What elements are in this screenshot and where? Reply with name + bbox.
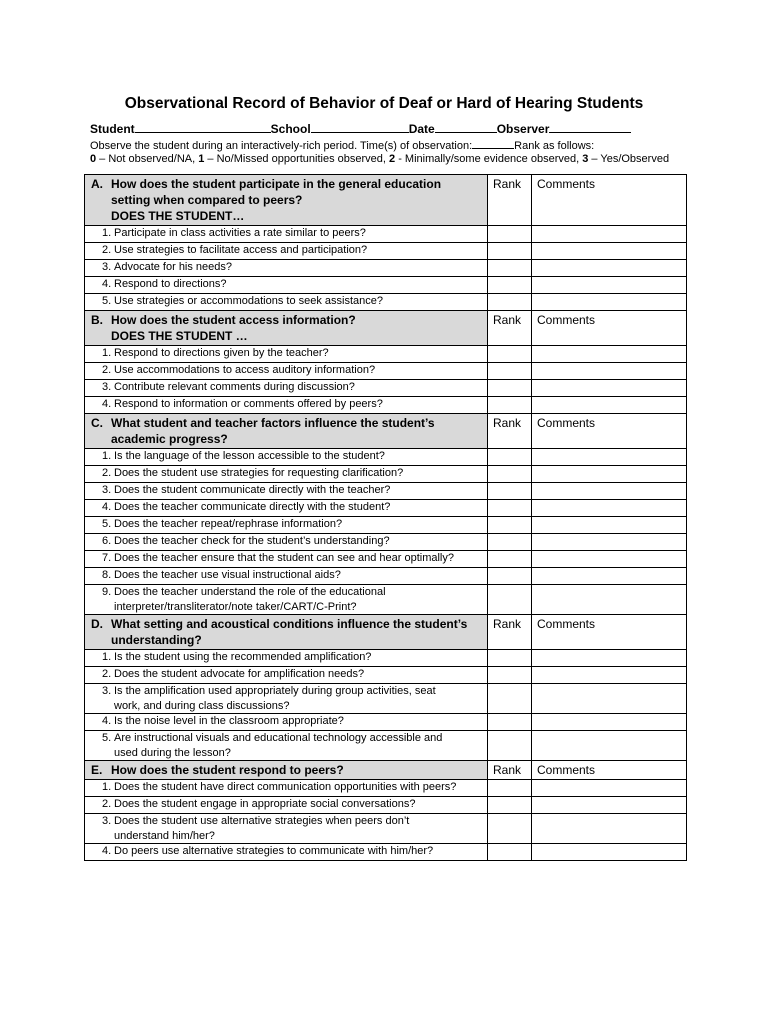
item-number: 8. [102,569,112,581]
rank-cell[interactable] [488,277,532,294]
rank-cell[interactable] [488,363,532,380]
table-row [85,684,687,714]
item-text: Does the teacher repeat/rephrase information? [114,518,343,530]
table-row [85,449,687,466]
section-question-line: What setting and acoustical conditions influence the student’s [111,617,468,631]
comments-cell[interactable] [532,260,687,277]
rank-cell[interactable] [488,814,532,844]
table-row [85,483,687,500]
section-question-line: DOES THE STUDENT… [111,209,245,223]
item-number: 2. [102,244,112,256]
item-text: Are instructional visuals and educational technology accessible and [114,732,443,744]
observation-table [84,174,687,861]
section-question-line: What student and teacher factors influence the student’s [111,416,435,430]
table-row [85,500,687,517]
item-number: 2. [102,467,112,479]
rank-header: Rank [488,311,532,346]
rank-cell[interactable] [488,226,532,243]
comments-cell[interactable] [532,363,687,380]
instructions-text: Observe the student during an interactively-rich period. Time(s) of observation: [90,140,473,152]
comments-cell[interactable] [532,814,687,844]
item-text: work, and during class discussions? [114,699,290,712]
scale-3-key: 3 [582,153,589,165]
school-blank [311,121,409,133]
table-row [85,844,687,861]
item-question [85,667,488,684]
item-text: Respond to directions given by the teacher? [114,347,329,359]
table-row [85,714,687,731]
item-question [85,449,488,466]
table-row [85,551,687,568]
table-row [85,294,687,311]
table-row [85,277,687,294]
item-text: Does the teacher ensure that the student can see and hear optimally? [114,552,454,564]
item-question [85,397,488,414]
item-number: 1. [102,781,112,793]
item-number: 1. [102,450,112,462]
comments-header: Comments [532,311,687,346]
scale-0-key: 0 [90,153,97,165]
item-number: 4. [102,398,112,410]
comments-cell[interactable] [532,844,687,861]
item-text: Does the teacher understand the role of the educational [114,586,386,598]
comments-cell[interactable] [532,714,687,731]
scale-2-key: 2 [389,153,396,165]
section-header [85,615,687,650]
rank-cell[interactable] [488,667,532,684]
item-text: Advocate for his needs? [114,261,233,273]
item-question [85,517,488,534]
item-number: 4. [102,845,112,857]
scale-3-text: – Yes/Observed [588,153,670,165]
table-row [85,243,687,260]
scale-0-text: – Not observed/NA, [96,153,199,165]
item-text: Do peers use alternative strategies to communicate with him/her? [114,845,434,857]
item-number: 4. [102,715,112,727]
table-row [85,226,687,243]
item-text: Contribute relevant comments during discussion? [114,381,355,393]
table-row [85,346,687,363]
rank-cell[interactable] [488,243,532,260]
rank-cell[interactable] [488,483,532,500]
item-number: 5. [102,732,112,744]
item-question [85,363,488,380]
item-text: Does the student use alternative strategies when peers don’t [114,815,410,827]
item-number: 3. [102,815,112,827]
item-text: Use strategies or accommodations to seek assistance? [114,295,384,307]
rank-cell[interactable] [488,397,532,414]
comments-cell[interactable] [532,780,687,797]
comments-cell[interactable] [532,226,687,243]
table-row [85,260,687,277]
student-blank [135,121,271,133]
item-question [85,814,488,844]
item-number: 7. [102,552,112,564]
item-question [85,844,488,861]
rank-cell[interactable] [488,714,532,731]
item-question [85,534,488,551]
comments-cell[interactable] [532,650,687,667]
section-question-line: setting when compared to peers? [111,193,303,207]
time-blank [472,138,514,149]
table-row [85,397,687,414]
comments-cell[interactable] [532,585,687,615]
table-row [85,534,687,551]
rank-cell[interactable] [488,466,532,483]
section-header [85,311,687,346]
comments-cell[interactable] [532,500,687,517]
item-text: used during the lesson? [114,746,231,759]
comments-cell[interactable] [532,684,687,714]
rank-scale [90,153,669,165]
item-number: 4. [102,278,112,290]
rank-cell[interactable] [488,449,532,466]
comments-cell[interactable] [532,277,687,294]
item-number: 3. [102,484,112,496]
item-number: 2. [102,668,112,680]
item-number: 5. [102,518,112,530]
comments-cell[interactable] [532,294,687,311]
rank-cell[interactable] [488,731,532,761]
rank-cell[interactable] [488,684,532,714]
rank-cell[interactable] [488,844,532,861]
rank-cell[interactable] [488,517,532,534]
item-text: Does the student have direct communication opportunities with peers? [114,781,457,793]
rank-cell[interactable] [488,780,532,797]
comments-cell[interactable] [532,449,687,466]
section-header [85,761,687,780]
item-text: Does the teacher communicate directly with the student? [114,501,391,513]
rank-cell[interactable] [488,551,532,568]
item-text: Is the language of the lesson accessible to the student? [114,450,385,462]
student-label: Student [90,122,135,136]
rank-cell[interactable] [488,650,532,667]
item-number: 3. [102,381,112,393]
table-row [85,667,687,684]
item-number: 1. [102,651,112,663]
section-question [85,414,488,449]
date-blank [435,121,497,133]
rank-cell[interactable] [488,294,532,311]
table-row [85,814,687,844]
item-text: Does the teacher check for the student’s understanding? [114,535,390,547]
comments-cell[interactable] [532,380,687,397]
item-question [85,714,488,731]
item-question [85,243,488,260]
observer-label: Observer [496,122,550,136]
item-text: Does the student engage in appropriate social conversations? [114,798,416,810]
item-number: 6. [102,535,112,547]
table-row [85,517,687,534]
section-question-line: academic progress? [111,432,228,446]
section-header [85,414,687,449]
rank-header: Rank [488,615,532,650]
section-letter: C. [91,416,103,430]
section-question-line: How does the student participate in the general education [111,177,442,191]
item-question [85,380,488,397]
scale-2-text: - Minimally/some evidence observed, [395,153,583,165]
section-letter: D. [91,617,103,631]
comments-cell[interactable] [532,568,687,585]
item-question [85,650,488,667]
item-number: 5. [102,295,112,307]
section-question [85,615,488,650]
rank-cell[interactable] [488,380,532,397]
comments-cell[interactable] [532,551,687,568]
comments-cell[interactable] [532,466,687,483]
item-number: 2. [102,798,112,810]
item-number: 1. [102,347,112,359]
item-question [85,346,488,363]
section-header [85,175,687,226]
item-question [85,277,488,294]
item-text: Does the student advocate for amplification needs? [114,668,365,680]
section-question [85,175,488,226]
table-row [85,731,687,761]
observer-blank [549,121,631,133]
item-question [85,780,488,797]
item-number: 9. [102,586,112,598]
item-text: Is the student using the recommended amplification? [114,651,372,663]
item-text: Does the student communicate directly with the teacher? [114,484,391,496]
table-row [85,380,687,397]
comments-cell[interactable] [532,731,687,761]
comments-header: Comments [532,175,687,226]
rank-cell[interactable] [488,534,532,551]
rank-header: Rank [488,761,532,780]
item-question [85,483,488,500]
section-letter: E. [91,763,103,777]
table-row [85,568,687,585]
rank-cell[interactable] [488,797,532,814]
item-question [85,731,488,761]
comments-cell[interactable] [532,397,687,414]
item-text: understand him/her? [114,829,215,842]
item-question [85,466,488,483]
rank-as-follows: Rank as follows: [514,140,595,152]
rank-cell[interactable] [488,346,532,363]
scale-1-key: 1 [198,153,205,165]
rank-cell[interactable] [488,568,532,585]
item-question [85,797,488,814]
section-question-line: How does the student access information? [111,313,356,327]
comments-cell[interactable] [532,797,687,814]
item-text: Participate in class activities a rate similar to peers? [114,227,366,239]
item-question [85,684,488,714]
item-text: Use accommodations to access auditory information? [114,364,376,376]
table-row [85,585,687,615]
item-question [85,551,488,568]
section-question-line: How does the student respond to peers? [111,763,344,777]
item-number: 1. [102,227,112,239]
item-text: Does the student use strategies for requesting clarification? [114,467,404,479]
date-label: Date [408,122,435,136]
item-text: Use strategies to facilitate access and participation? [114,244,368,256]
section-letter: B. [91,313,103,327]
rank-cell[interactable] [488,500,532,517]
header-fields [90,121,631,136]
item-number: 3. [102,261,112,273]
page-title: Observational Record of Behavior of Deaf or Hard of Hearing Students [124,95,644,112]
item-number: 2. [102,364,112,376]
rank-cell[interactable] [488,260,532,277]
comments-cell[interactable] [532,243,687,260]
item-text: interpreter/transliterator/note taker/CART/C-Print? [114,600,357,613]
item-number: 4. [102,501,112,513]
comments-cell[interactable] [532,346,687,363]
comments-cell[interactable] [532,517,687,534]
table-row [85,780,687,797]
section-question-line: understanding? [111,633,202,647]
item-question [85,260,488,277]
item-text: Is the amplification used appropriately during group activities, seat [114,685,436,697]
table-row [85,650,687,667]
instructions-line [90,138,594,152]
item-number: 3. [102,685,112,697]
comments-cell[interactable] [532,667,687,684]
rank-header: Rank [488,175,532,226]
comments-header: Comments [532,615,687,650]
rank-cell[interactable] [488,585,532,615]
comments-header: Comments [532,761,687,780]
section-question-line: DOES THE STUDENT … [111,329,248,343]
section-letter: A. [91,177,103,191]
item-question [85,226,488,243]
school-label: School [270,122,311,136]
item-text: Respond to directions? [114,278,227,290]
item-text: Does the teacher use visual instructional aids? [114,569,341,581]
item-text: Respond to information or comments offered by peers? [114,398,383,410]
table-row [85,466,687,483]
item-question [85,585,488,615]
comments-cell[interactable] [532,534,687,551]
comments-cell[interactable] [532,483,687,500]
table-row [85,797,687,814]
item-question [85,294,488,311]
section-question [85,761,488,780]
item-question [85,500,488,517]
rank-header: Rank [488,414,532,449]
section-question [85,311,488,346]
item-text: Is the noise level in the classroom appropriate? [114,715,344,727]
table-row [85,363,687,380]
scale-1-text: – No/Missed opportunities observed, [204,153,390,165]
comments-header: Comments [532,414,687,449]
item-question [85,568,488,585]
